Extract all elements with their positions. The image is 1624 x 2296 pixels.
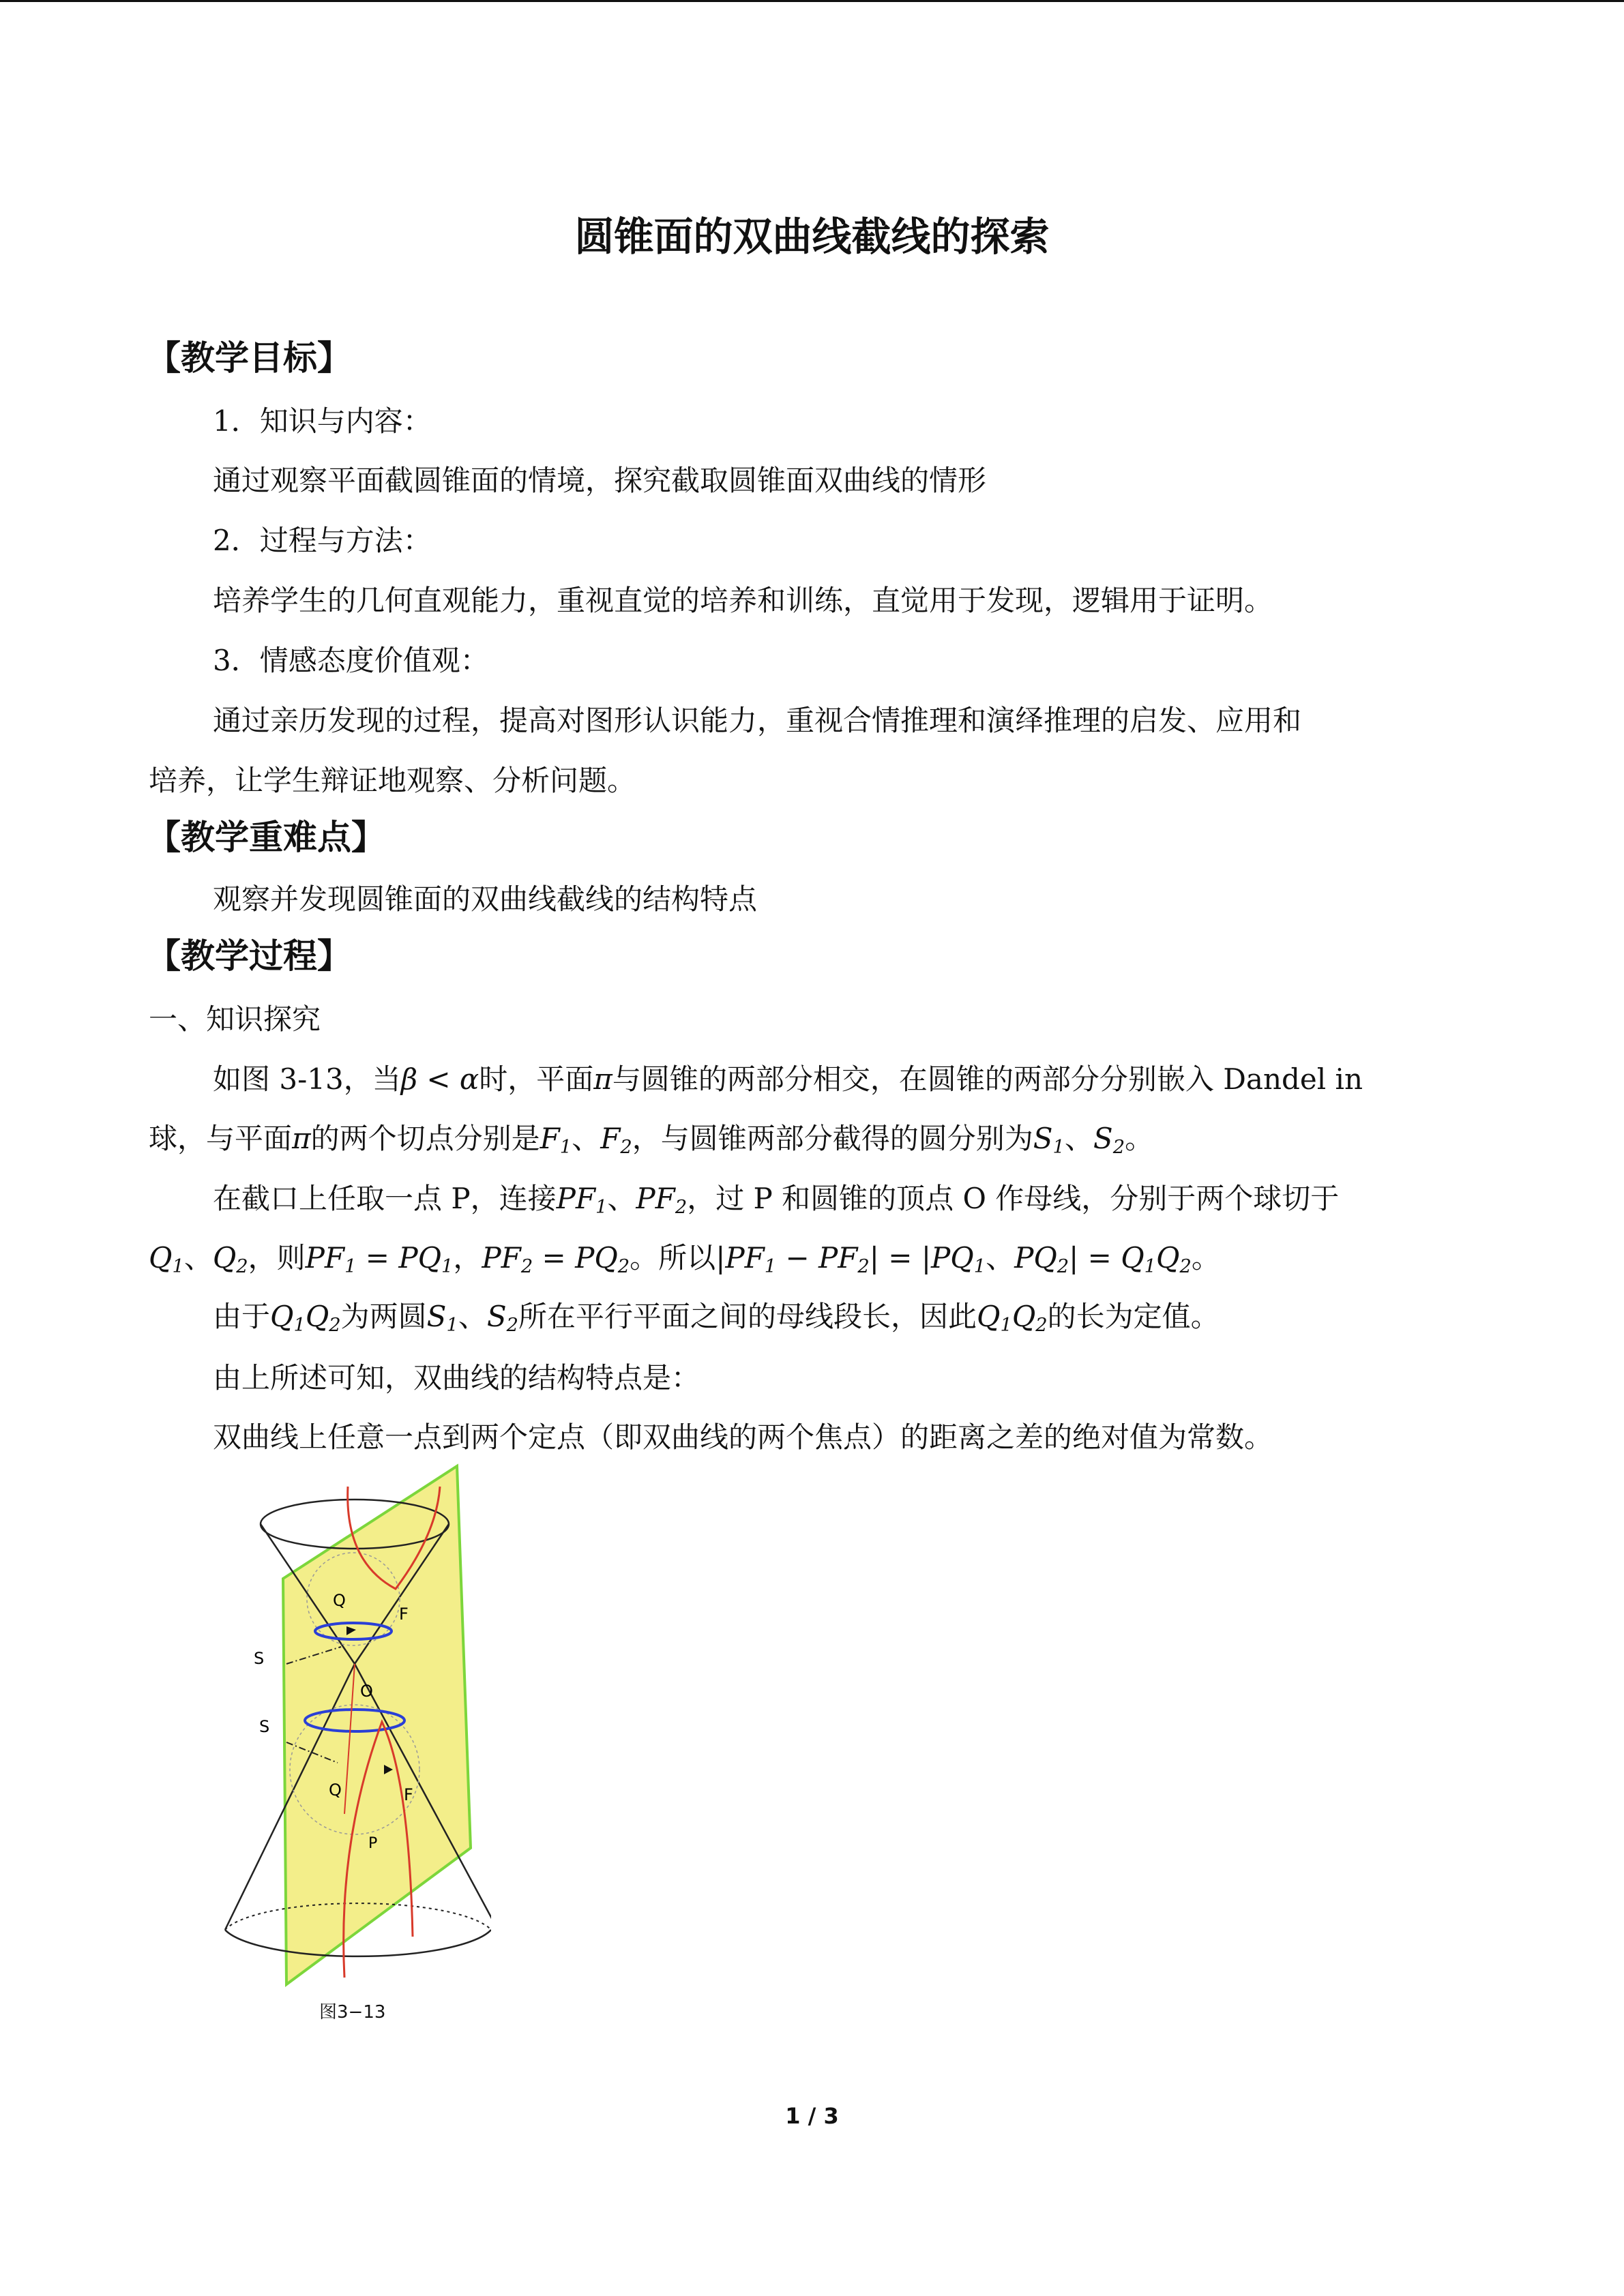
label-q1: Q [333, 1591, 346, 1610]
text: 如图 3-13，当 [213, 1062, 401, 1096]
process-paragraph-3: 由于$Q_1Q_2$为两圆$S_1$、$S_2$所在平行平面之间的母线段长，因此$Q_1Q_2$的长为定值。 [213, 1300, 1220, 1336]
objective-1-text: 通过观察平面截圆锥面的情境，探究截取圆锥面双曲线的情形 [213, 464, 987, 497]
objective-3-text-1: 通过亲历发现的过程，提高对图形认识能力，重视合情推理和演绎推理的启发、应用和 [213, 704, 1302, 737]
lower-cone-rim-front [225, 1930, 491, 1956]
process-subheading: 一、知识探究 [149, 1002, 321, 1036]
math-pf1: $PF_1$ [556, 1182, 608, 1218]
label-p: P [368, 1835, 378, 1852]
process-paragraph-5: 双曲线上任意一点到两个定点（即双曲线的两个焦点）的距离之差的绝对值为常数。 [213, 1420, 1273, 1454]
objective-1-label: 1．知识与内容： [213, 404, 432, 438]
process-paragraph-2-line-2: $Q_1$、$Q_2$，则$PF_1 = PQ_1$，$PF_2 = PQ_2$。所以$|PF_1 - PF_2| = |PQ_1$、$PQ_2| = Q_1Q_2$。 [149, 1241, 1220, 1277]
process-paragraph-2-line-1: 在截口上任取一点 P，连接$PF_1$、$PF_2$，过 P 和圆锥的顶点 O 作母线，分别于两个球切于 [213, 1182, 1340, 1218]
text: 在截口上任取一点 P，连接 [213, 1182, 557, 1215]
label-f1: F [399, 1605, 409, 1624]
objective-3-label: 3．情感态度价值观： [213, 644, 489, 677]
math-f2: $F_2$ [600, 1122, 632, 1158]
objective-3-text-2: 培养，让学生辩证地观察、分析问题。 [149, 764, 636, 797]
text: ，过 P 和圆锥的顶点 O 作母线，分别于两个球切于 [687, 1182, 1340, 1215]
page-title: 圆锥面的双曲线截线的探索 [574, 213, 1050, 260]
text: ，与圆锥两部分截得的圆分别为 [632, 1122, 1033, 1155]
math-f1: $F_1$ [540, 1122, 572, 1158]
heading-objectives: 【教学目标】 [147, 338, 351, 378]
math-inequality: β < α [400, 1062, 479, 1096]
process-paragraph-1-line-1 [213, 1057, 1363, 1098]
math-pi: π [593, 1062, 612, 1096]
math-s2: $S_2$ [1093, 1122, 1125, 1158]
objective-2-text: 培养学生的几何直观能力，重视直觉的培养和训练，直觉用于发现，逻辑用于证明。 [213, 584, 1273, 617]
page-number: 1 / 3 [785, 2103, 839, 2129]
process-paragraph-4: 由上所述可知，双曲线的结构特点是： [213, 1361, 700, 1395]
label-f2: F [404, 1785, 413, 1804]
figure-cone-hyperbola [205, 1459, 491, 2059]
text: 球，与平面 [149, 1122, 293, 1155]
label-s2: S [259, 1717, 270, 1736]
text: 与圆锥的两部分相交，在圆锥的两部分分别嵌入 Dandel in [612, 1062, 1363, 1096]
text: 时，平面 [479, 1062, 594, 1096]
figure-caption: 图3−13 [319, 2002, 386, 2023]
top-border [0, 0, 1624, 2]
heading-process: 【教学过程】 [147, 936, 351, 976]
label-s1: S [254, 1649, 265, 1668]
text: 的两个切点分别是 [310, 1122, 540, 1155]
process-paragraph-1-line-2: 球，与平面π的两个切点分别是$F_1$、$F_2$，与圆锥两部分截得的圆分别为$S_1$、$S_2$。 [149, 1122, 1154, 1158]
heading-key-points: 【教学重难点】 [147, 818, 385, 857]
math-pf2: $PF_2$ [636, 1182, 688, 1218]
math-pi: π [292, 1122, 311, 1155]
label-o: O [360, 1682, 373, 1701]
label-q2: Q [329, 1780, 342, 1800]
math-s1: $S_1$ [1033, 1122, 1065, 1158]
key-points-text: 观察并发现圆锥面的双曲线截线的结构特点 [213, 882, 758, 916]
objective-2-label: 2．过程与方法： [213, 524, 432, 557]
